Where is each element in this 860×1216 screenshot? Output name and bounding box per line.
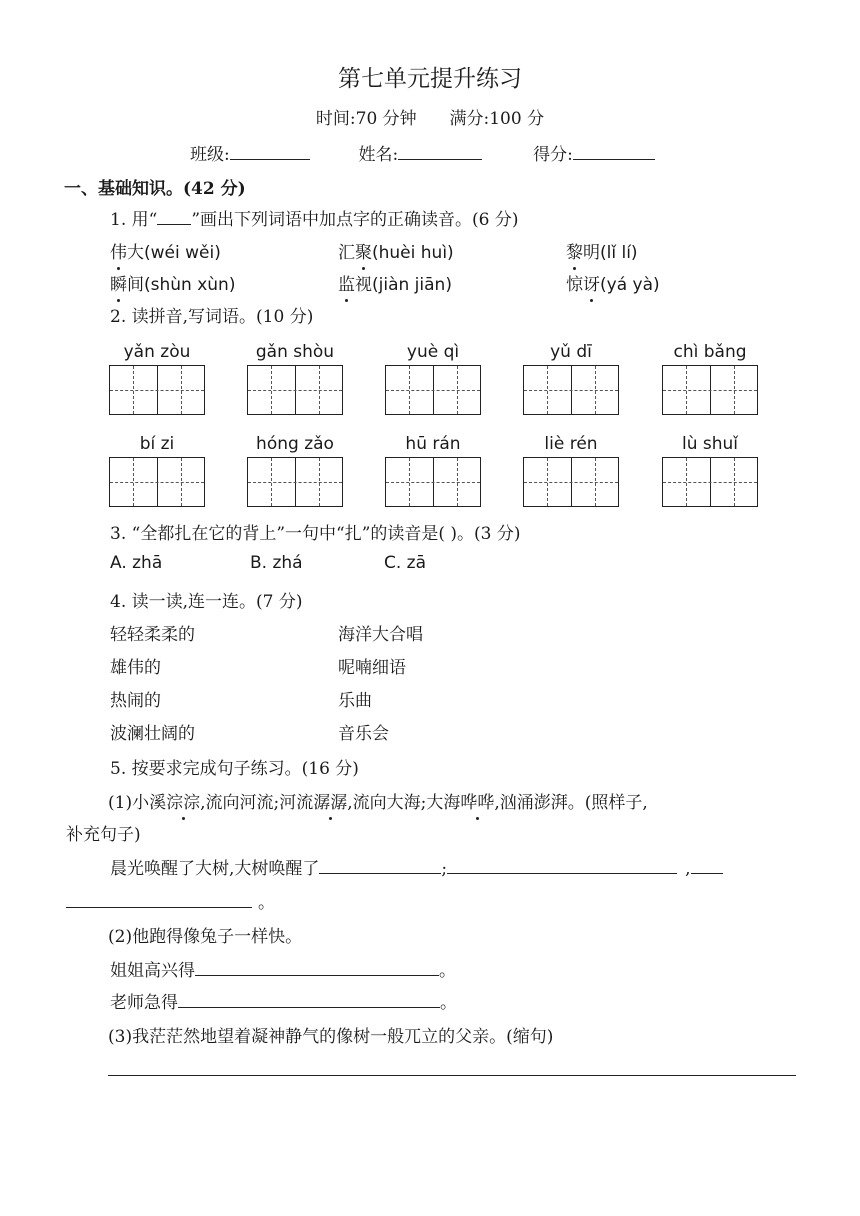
writing-grid[interactable] [662, 365, 758, 415]
q5-fill-1-cont: 。 [66, 888, 275, 913]
question-5: 5. 按要求完成句子练习。(16 分) [110, 759, 359, 779]
writing-grid[interactable] [385, 457, 481, 507]
pinyin-label: bí zi [139, 434, 175, 454]
q1-item: 汇聚(huèi huì) [338, 238, 454, 263]
question-2: 2. 读拼音,写词语。(10 分) [110, 307, 314, 327]
class-label: 班级: [190, 145, 230, 165]
answer-blank[interactable] [319, 855, 441, 874]
pinyin-label: gǎn shòu [255, 342, 335, 362]
q1-item-pinyin[interactable]: (shùn xùn) [144, 275, 236, 295]
page-title: 第七单元提升练习 [338, 66, 522, 92]
writing-grid[interactable] [109, 365, 205, 415]
match-right[interactable]: 海洋大合唱 [338, 625, 423, 645]
q1-item-pinyin[interactable]: (huèi huì) [372, 243, 454, 263]
option-c[interactable]: C. zā [384, 553, 427, 573]
question-4: 4. 读一读,连一连。(7 分) [110, 592, 303, 612]
q5-fill-1: 晨光唤醒了大树,大树唤醒了 ; , [110, 854, 723, 879]
q1-item: 伟大(wéi wěi) [110, 238, 221, 263]
writing-grid[interactable] [109, 457, 205, 507]
writing-grid[interactable] [247, 365, 343, 415]
pinyin-label: yuè qì [406, 342, 460, 362]
match-right[interactable]: 乐曲 [338, 691, 372, 711]
q1-item-pinyin[interactable]: (wéi wěi) [144, 243, 221, 263]
answer-line[interactable] [108, 1075, 796, 1076]
match-left[interactable]: 波澜壮阔的 [110, 724, 195, 744]
option-b[interactable]: B. zhá [250, 553, 303, 573]
pinyin-label: yǔ dī [550, 342, 592, 362]
info-line [190, 140, 655, 165]
q5-fill-3: 老师急得 。 [110, 988, 457, 1013]
writing-grid[interactable] [523, 457, 619, 507]
pinyin-label: chì bǎng [673, 342, 747, 362]
answer-blank[interactable] [195, 957, 439, 976]
time-limit: 时间:70 分钟 [315, 109, 417, 129]
option-a[interactable]: A. zhā [110, 553, 163, 573]
q5-fill-2: 姐姐高兴得 。 [110, 956, 456, 981]
full-score: 满分:100 分 [449, 109, 545, 129]
question-3: 3. “全都扎在它的背上”一句中“扎”的读音是( )。(3 分) [110, 524, 521, 544]
q1-item-pinyin[interactable]: (jiàn jiān) [372, 275, 452, 295]
match-right[interactable]: 呢喃细语 [338, 658, 406, 678]
writing-grid[interactable] [523, 365, 619, 415]
question-1: 1. 用“ ”画出下列词语中加点字的正确读音。(6 分) [110, 205, 519, 230]
name-blank[interactable] [398, 141, 482, 160]
match-left[interactable]: 轻轻柔柔的 [110, 625, 195, 645]
pinyin-label: liè rén [544, 434, 598, 454]
answer-blank[interactable] [691, 855, 723, 874]
match-left[interactable]: 雄伟的 [110, 658, 161, 678]
answer-blank[interactable] [66, 889, 252, 908]
score-label: 得分: [533, 145, 573, 165]
match-right[interactable]: 音乐会 [338, 724, 389, 744]
q1-item-pinyin[interactable]: (yá yà) [600, 275, 660, 295]
q1-item: 惊讶(yá yà) [566, 270, 660, 295]
q5-sentence-1: (1)小溪淙淙,流向河流;河流潺潺,流向大海;大海哗哗,汹涌澎湃。(照样子, [108, 788, 648, 813]
name-label: 姓名: [358, 145, 399, 165]
class-blank[interactable] [230, 141, 310, 160]
match-left[interactable]: 热闹的 [110, 691, 161, 711]
answer-blank[interactable] [178, 989, 440, 1008]
writing-grid[interactable] [247, 457, 343, 507]
q5-sentence-1-cont: 补充句子) [66, 825, 141, 845]
section-heading: 一、基础知识。(42 分) [64, 179, 246, 199]
q5-sentence-2: (2)他跑得像兔子一样快。 [108, 927, 303, 947]
q5-sentence-3: (3)我茫茫然地望着凝神静气的像树一般兀立的父亲。(缩句) [108, 1027, 554, 1047]
score-blank[interactable] [573, 141, 655, 160]
writing-grid[interactable] [385, 365, 481, 415]
writing-grid[interactable] [662, 457, 758, 507]
q1-item: 黎明(lǐ lí) [566, 238, 638, 263]
underline-sample [157, 206, 191, 225]
pinyin-label: yǎn zòu [123, 342, 191, 362]
q1-item-pinyin[interactable]: (lǐ lí) [600, 243, 638, 263]
answer-blank[interactable] [447, 855, 677, 874]
q1-item: 监视(jiàn jiān) [338, 270, 452, 295]
exam-meta [0, 104, 860, 129]
pinyin-label: hū rán [405, 434, 461, 454]
pinyin-label: lù shuǐ [681, 434, 739, 454]
pinyin-label: hóng zǎo [256, 434, 334, 454]
q1-item: 瞬间(shùn xùn) [110, 270, 235, 295]
